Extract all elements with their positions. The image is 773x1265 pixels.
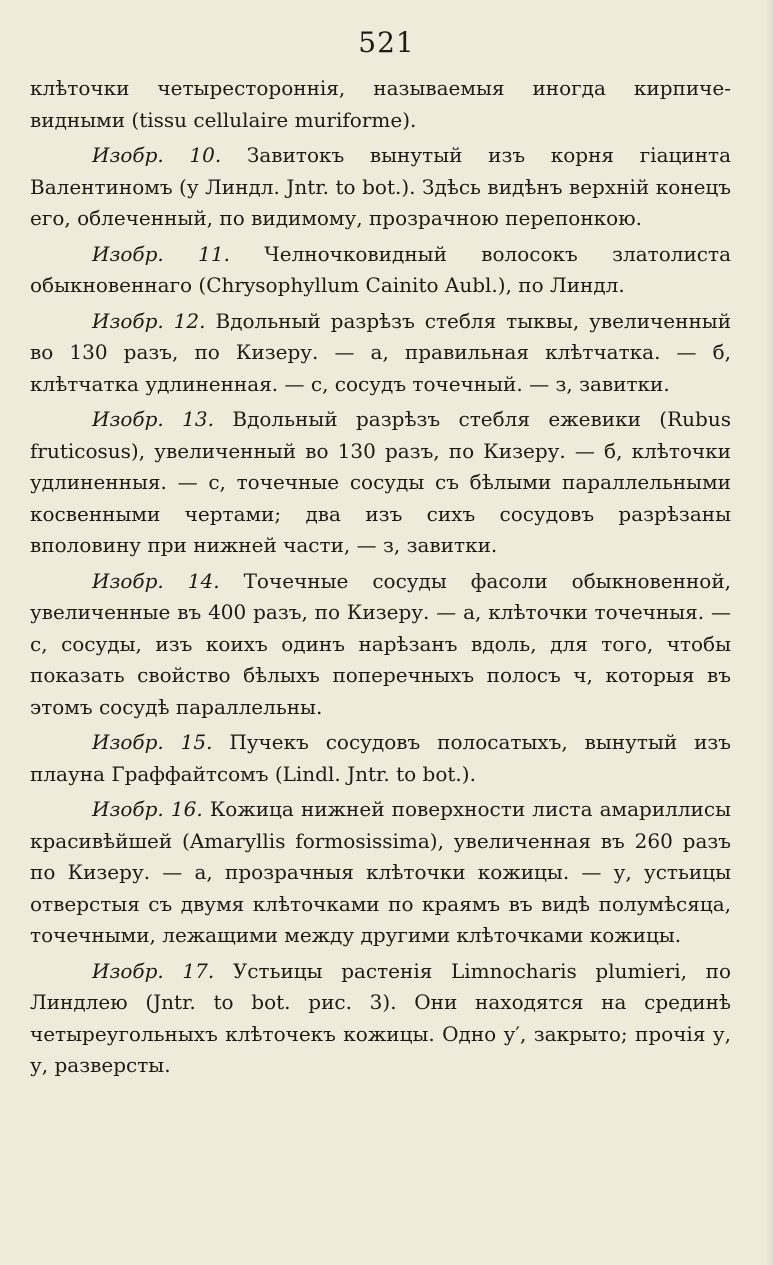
- figure-label: Изобр. 17.: [92, 958, 215, 983]
- paragraph-continuation: [30, 73, 731, 136]
- figure-text: Вдольный разрѣзъ стебля ежевики (Rubus fruticosus), увеличенный во 130 разъ, по Кизеру. — б, клѣточки удлиненныя. — с, точечные сосуды съ бѣлыми параллельными косвенными чертами; два изъ сихъ сосудовъ разрѣзаны вполовину при нижней части, — з, завитки.: [30, 407, 731, 557]
- page-number: 521: [358, 26, 415, 59]
- figure-caption-11: [30, 239, 731, 302]
- figure-caption-10: [30, 140, 731, 235]
- figure-text: Кожица нижней поверхности листа амариллисы красивѣйшей (Amaryllis formosissima), увеличенная въ 260 разъ по Кизеру. — а, прозрачныя клѣточки кожицы. — у, устьицы отверстыя съ двумя клѣточками по краямъ въ видѣ полумѣсяца, точечными, лежащими между другими клѣточками кожицы.: [30, 797, 732, 947]
- figure-text: Устьицы растенія Limnocharis plumieri, по Линдлею (Jntr. to bot. рис. 3). Они находятся на срединѣ четыреугольныхъ клѣточекъ кожицы. Одно у′, закрыто; прочія у, у, разверсты.: [30, 958, 732, 1077]
- figure-text: Завитокъ вынутый изъ корня гіацинта Валентиномъ (у Линдл. Jntr. to bot.). Здѣсь видѣнъ верхній конецъ его, облеченный, по видимому, прозрачною перепонкою.: [30, 143, 732, 230]
- figure-caption-15: [30, 727, 731, 790]
- figure-label: Изобр. 15.: [92, 730, 213, 754]
- figure-caption-13: [30, 404, 731, 562]
- figure-label: Изобр. 12.: [92, 308, 206, 333]
- figure-label: Изобр. 14.: [92, 568, 220, 593]
- body-text: [30, 73, 731, 1086]
- figure-caption-16: [30, 794, 731, 952]
- figure-label: Изобр. 13.: [92, 407, 214, 431]
- paragraph-text: клѣточки четырестороннія, называемыя иногда кирпиче-видными (tissu cellulaire muriforme).: [30, 76, 731, 132]
- figure-caption-14: [30, 566, 731, 724]
- figure-text: Вдольный разрѣзъ стебля тыквы, увеличенный во 130 разъ, по Кизеру. — а, правильная клѣтчатка. — б, клѣтчатка удлиненная. — с, сосудъ точечный. — з, завитки.: [30, 308, 732, 396]
- page-edge-shadow: [765, 0, 773, 1265]
- figure-text: Пучекъ сосудовъ полосатыхъ, вынутый изъ плауна Граффайтсомъ (Lindl. Jntr. to bot.).: [30, 730, 732, 786]
- figure-label: Изобр. 16.: [92, 797, 203, 821]
- figure-text: Челночковидный волосокъ златолиста обыкновеннаго (Chrysophyllum Cainito Aubl.), по Линдл.: [30, 241, 731, 297]
- figure-caption-17: [30, 956, 731, 1082]
- figure-text: Точечные сосуды фасоли обыкновенной, увеличенные въ 400 разъ, по Кизеру. — а, клѣточки точечныя. — с, сосуды, изъ коихъ одинъ нарѣзанъ вдоль, для того, чтобы показать свойство бѣлыхъ поперечныхъ полосъ ч, которыя въ этомъ сосудѣ параллельны.: [30, 568, 732, 719]
- figure-label: Изобр. 10.: [92, 143, 222, 167]
- figure-caption-12: [30, 306, 731, 401]
- figure-label: Изобр. 11.: [92, 241, 230, 266]
